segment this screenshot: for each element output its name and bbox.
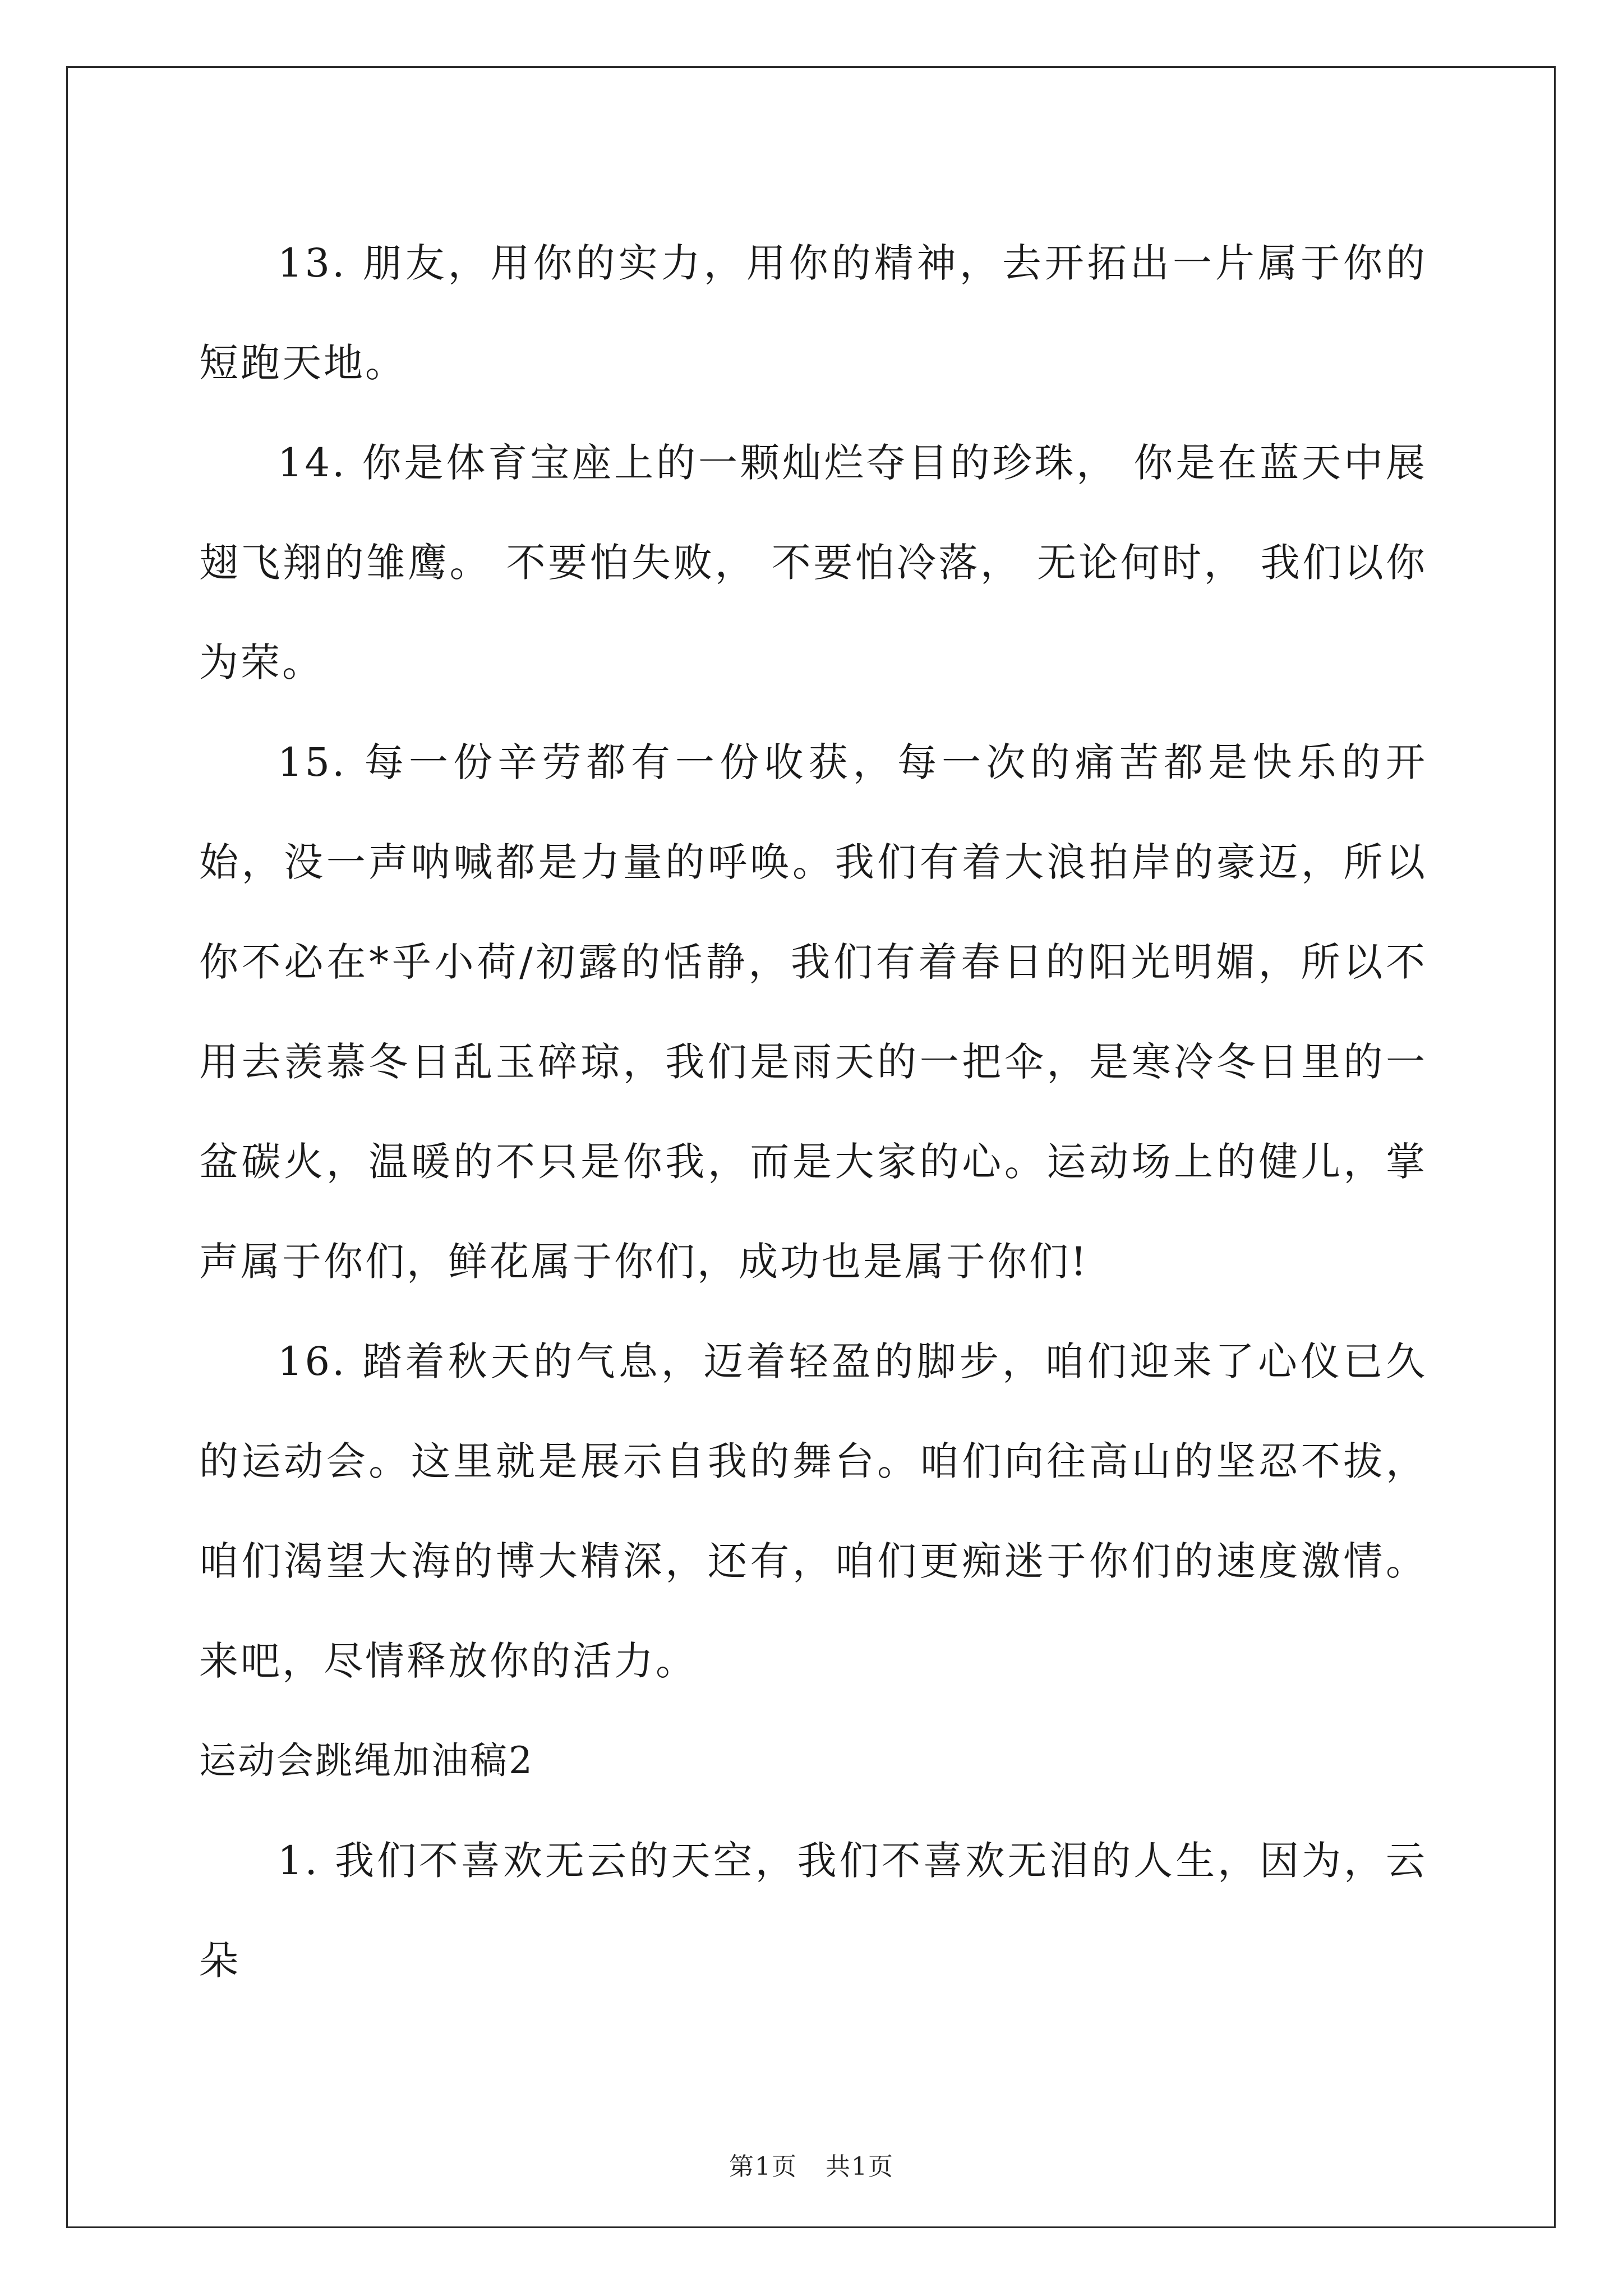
page-total: 共1页	[826, 2152, 894, 2181]
paragraph-15: 15. 每一份辛劳都有一份收获，每一次的痛苦都是快乐的开始，没一声呐喊都是力量的呼唤。我们有着大浪拍岸的豪迈，所以你不必在*乎小荷/初露的恬静，我们有着春日的阳光明媚，所以不用去羡慕冬日乱玉碎琼，我们是雨天的一把伞，是寒冷冬日里的一盆碳火，温暖的不只是你我，而是大家的心。运动场上的健儿，掌声属于你们，鲜花属于你们，成功也是属于你们!	[199, 739, 1427, 1285]
paragraph-13: 13. 朋友，用你的实力，用你的精神，去开拓出一片属于你的短跑天地。	[199, 240, 1427, 386]
page-footer	[0, 2146, 1623, 2182]
paragraph-16: 16. 踏着秋天的气息，迈着轻盈的脚步，咱们迎来了心仪已久的运动会。这里就是展示自我的舞台。咱们向往高山的坚忍不拔，咱们渴望大海的博大精深，还有，咱们更痴迷于你们的速度激情。来吧，尽情释放你的活力。	[199, 1338, 1427, 1684]
document-body	[199, 213, 1427, 2010]
section-heading: 运动会跳绳加油稿2	[199, 1739, 534, 1782]
page-number: 第1页	[729, 2152, 797, 2181]
paragraph-1: 1. 我们不喜欢无云的天空，我们不喜欢无泪的人生，因为，云朵	[199, 1838, 1427, 1984]
paragraph-14: 14. 你是体育宝座上的一颗灿烂夺目的珍珠， 你是在蓝天中展翅飞翔的雏鹰。 不要怕失败， 不要怕冷落， 无论何时， 我们以你为荣。	[199, 440, 1427, 685]
